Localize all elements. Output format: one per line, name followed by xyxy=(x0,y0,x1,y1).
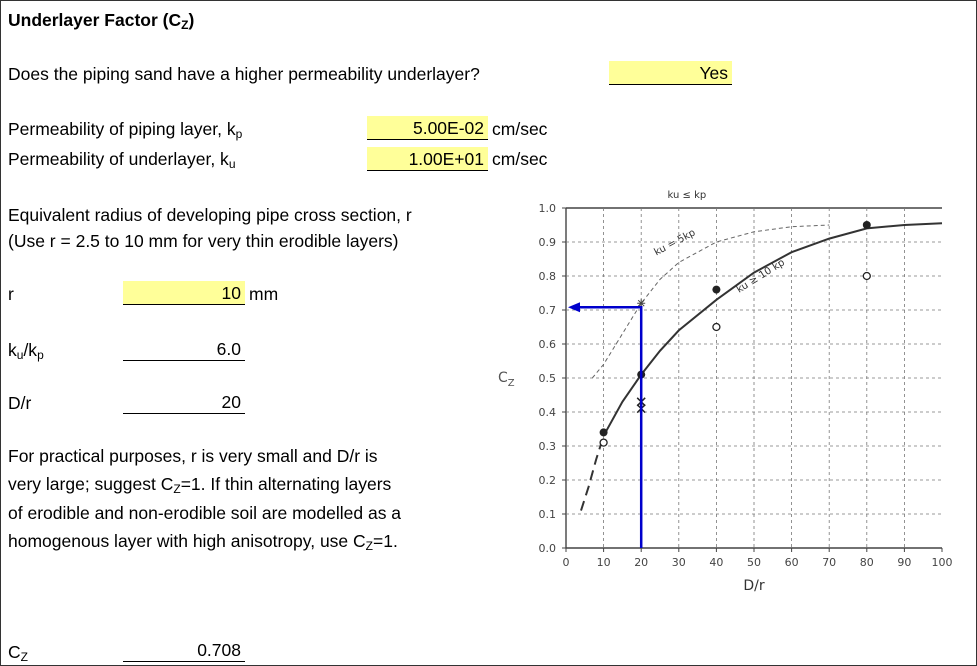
radius-input[interactable]: 10 xyxy=(123,281,245,305)
y-tick-label: 0.9 xyxy=(538,236,556,249)
data-point-open xyxy=(863,273,870,280)
radius-label: r xyxy=(8,284,14,304)
x-tick-label: 50 xyxy=(747,556,761,569)
x-tick-label: 70 xyxy=(822,556,837,569)
data-point-filled xyxy=(600,428,608,436)
note-line-2: very large; suggest $C_Z=1$. If thin alternating layers xyxy=(8,474,392,496)
underlayer-factor-chart xyxy=(490,186,960,601)
y-tick-label: 0.2 xyxy=(538,474,556,487)
section-title: Underlayer Factor $(C_Z)$ xyxy=(8,10,195,32)
y-tick-label: 0.1 xyxy=(538,508,556,521)
data-point-star xyxy=(637,299,645,307)
curve-annotation: ku ≤ kp xyxy=(667,189,707,201)
ku-unit: cm/sec xyxy=(492,149,548,169)
data-point-filled xyxy=(712,286,720,294)
note-line-4: homogenous layer with high anisotropy, use $C_Z=1$. xyxy=(8,531,398,553)
radius-description-2: (Use r = 2.5 to 10 mm for very thin erodible layers) xyxy=(8,231,399,251)
x-tick-label: 10 xyxy=(596,556,611,569)
x-tick-label: 90 xyxy=(897,556,912,569)
underlayer-question: Does the piping sand have a higher permeability underlayer? xyxy=(8,64,480,84)
curve-annotation: ku ≥ 10 kp xyxy=(734,257,787,296)
y-tick-label: 0.3 xyxy=(538,440,556,453)
kp-input[interactable]: 5.00E-02 xyxy=(367,116,488,140)
underlayer-answer-cell[interactable]: Yes xyxy=(609,61,732,85)
data-point-open xyxy=(600,439,607,446)
ku-kp-label: $k_u/k_p$ xyxy=(8,340,44,362)
x-tick-label: 40 xyxy=(709,556,724,569)
x-tick-label: 30 xyxy=(671,556,686,569)
dr-value: 20 xyxy=(123,390,245,414)
curve-annotation: ku = 5kp xyxy=(652,227,698,259)
ku-input[interactable]: 1.00E+01 xyxy=(367,147,488,171)
x-tick-label: 20 xyxy=(634,556,649,569)
cz-value: 0.708 xyxy=(123,638,245,662)
y-tick-label: 0.7 xyxy=(538,304,556,317)
x-tick-label: 0 xyxy=(562,556,570,569)
dr-label: D/r xyxy=(8,393,32,413)
radius-description-1: Equivalent radius of developing pipe cross section, r xyxy=(8,205,412,225)
x-tick-label: 100 xyxy=(931,556,953,569)
cz-label: $C_Z$ xyxy=(8,642,28,664)
note-line-3: of erodible and non-erodible soil are modelled as a xyxy=(8,503,402,523)
y-tick-label: 0.4 xyxy=(538,406,556,419)
kp-label: Permeability of piping layer, $k_p$ xyxy=(8,119,243,141)
x-axis-label: D/r xyxy=(743,578,765,594)
kp-unit: cm/sec xyxy=(492,119,548,139)
y-tick-label: 0.5 xyxy=(538,372,556,385)
x-tick-label: 80 xyxy=(859,556,874,569)
y-tick-label: 0.8 xyxy=(538,270,556,283)
note-line-1: For practical purposes, r is very small and D/r is xyxy=(8,446,378,466)
y-axis-label: $C_Z$ xyxy=(498,370,515,389)
radius-unit: mm xyxy=(249,284,279,304)
data-point-filled xyxy=(863,221,871,229)
y-tick-label: 1.0 xyxy=(538,202,556,215)
ku-label: Permeability of underlayer, $k_u$ xyxy=(8,149,236,171)
y-tick-label: 0.0 xyxy=(538,542,556,555)
y-tick-label: 0.6 xyxy=(538,338,556,351)
ku-kp-value: 6.0 xyxy=(123,337,245,361)
x-tick-label: 60 xyxy=(784,556,799,569)
data-point-open xyxy=(713,324,720,331)
